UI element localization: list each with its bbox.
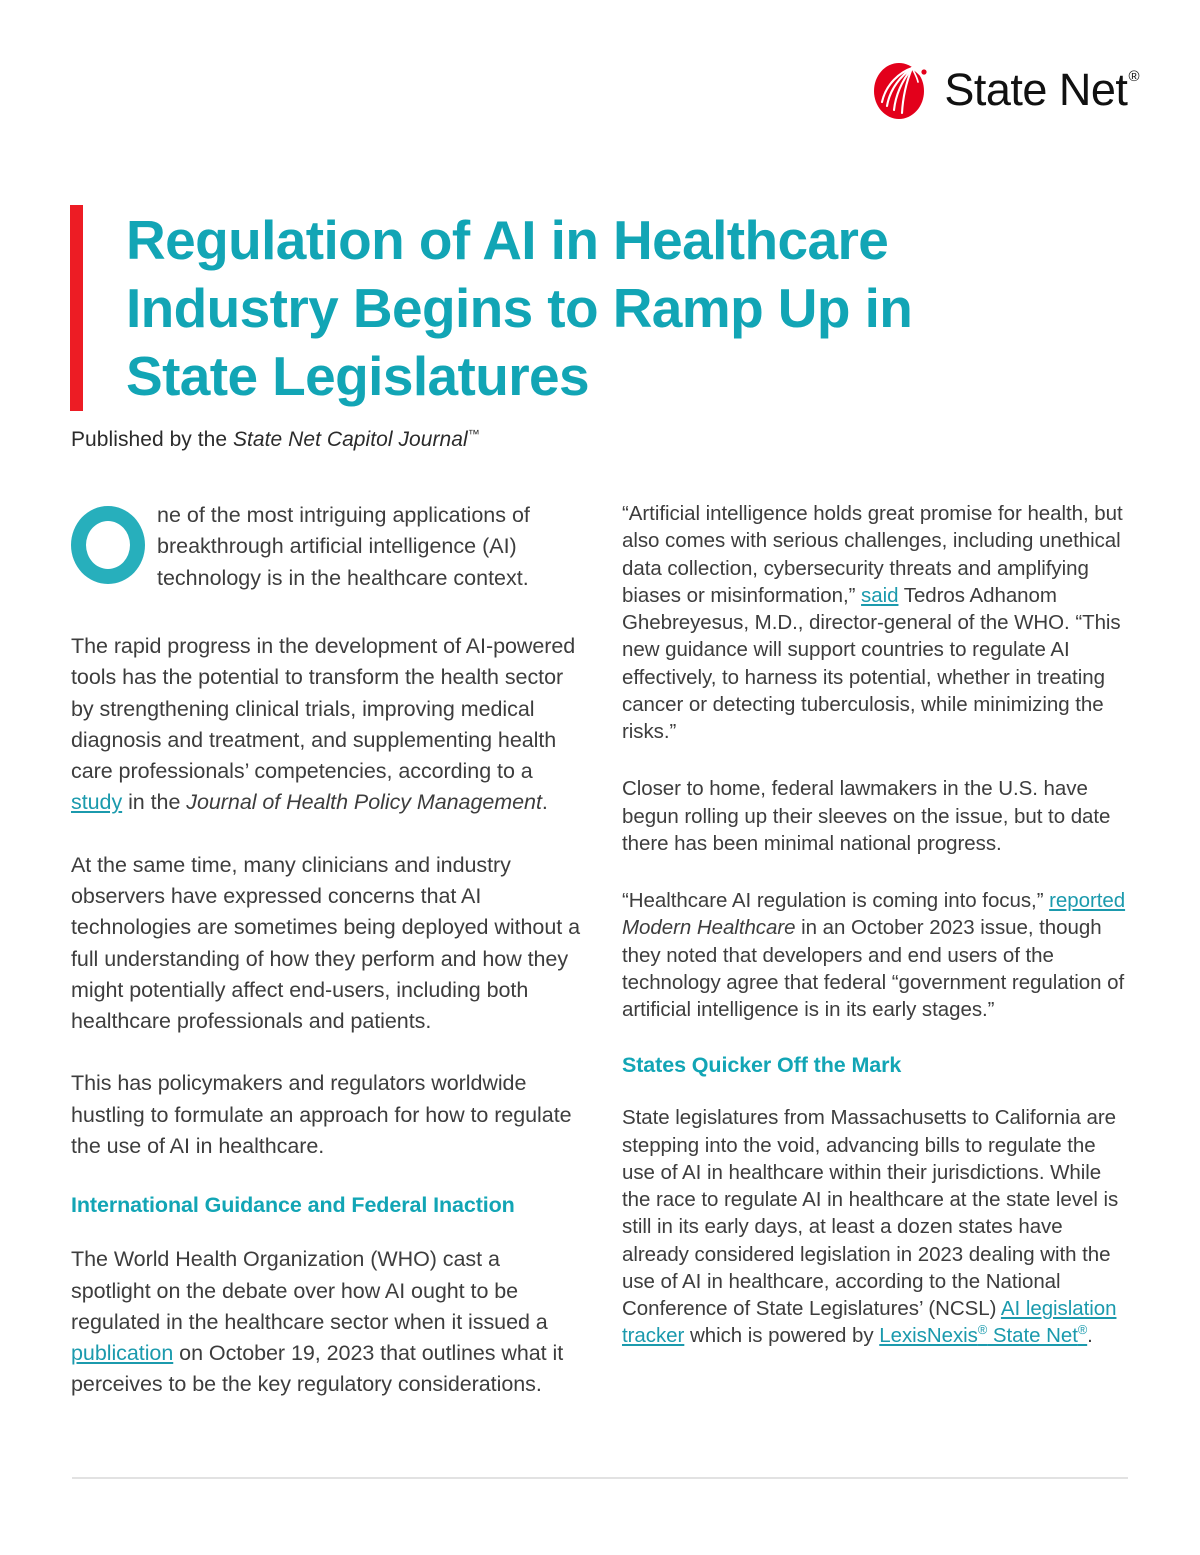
title-accent-bar	[70, 205, 83, 411]
lead-paragraph-block	[71, 500, 581, 600]
state-net-registered-mark: ®	[1077, 1322, 1088, 1338]
lexisnexis-registered-mark: ®	[977, 1322, 988, 1338]
subheading-states-quicker-off-the-mark: States Quicker Off the Mark	[622, 1053, 902, 1078]
drop-cap-letter-o	[71, 506, 145, 584]
registered-mark: ®	[1128, 67, 1139, 85]
left-column	[71, 500, 581, 1432]
reported-link[interactable]: reported	[1049, 889, 1126, 912]
left-paragraph-2	[71, 631, 581, 819]
byline-prefix: Published by the	[71, 428, 233, 451]
journal-title-italic: Journal of Health Policy Management	[186, 790, 542, 815]
left-paragraph-5	[71, 1244, 581, 1400]
brand-wordmark	[944, 63, 1139, 115]
lexisnexis-state-net-link[interactable]	[879, 1324, 1087, 1347]
said-link[interactable]: said	[861, 583, 899, 607]
study-link[interactable]: study	[71, 790, 123, 815]
title-block	[70, 205, 1000, 411]
left-paragraph-3: At the same time, many clinicians and industry observers have expressed concerns that AI technologies are sometimes being deployed without a full understanding of how they perform and how they might potentially affect end-users, including both healthcare professionals and patients.	[71, 852, 580, 1034]
right-p4-end: .	[1087, 1324, 1093, 1348]
left-p5-before-link: The World Health Organization (WHO) cast a spotlight on the debate over how AI ought to be regulated in the healthcare sector when it issued a	[71, 1247, 548, 1334]
lexisnexis-text: LexisNexis	[879, 1324, 978, 1348]
right-p4-middle: which is powered by	[684, 1324, 880, 1348]
footer-divider	[72, 1477, 1128, 1479]
byline-trademark: ™	[467, 427, 480, 441]
brand-name: State Net	[944, 63, 1128, 115]
right-p3-tail: in an October 2023 issue, though they noted that developers and end users of the technology agree that federal “government regulation of artificial intelligence is in its early stages.”	[622, 916, 1125, 1021]
right-p1-after-link: Tedros Adhanom Ghebreyesus, M.D., director-general of the WHO. “This new guidance will support countries to regulate AI effectively, to harness its potential, whether in treating cancer or detecting tuberculosis, while minimizing the risks.”	[622, 583, 1121, 743]
left-p5-after-link: on October 19, 2023 that outlines what it perceives to be the key regulatory considerations.	[71, 1341, 564, 1397]
modern-healthcare-italic: Modern Healthcare	[622, 916, 796, 940]
right-paragraph-1	[622, 500, 1132, 745]
page-title: Regulation of AI in Healthcare Industry Begins to Ramp Up in State Legislatures	[126, 209, 913, 408]
ai-legislation-tracker-link[interactable]: AI legislation tracker	[622, 1297, 1117, 1348]
subheading-international-guidance: International Guidance and Federal Inaction	[71, 1193, 515, 1218]
right-paragraph-3	[622, 887, 1132, 1023]
right-paragraph-4	[622, 1104, 1132, 1349]
state-net-sphere-logo-icon	[872, 58, 930, 120]
right-paragraph-2: Closer to home, federal lawmakers in the U.S. have begun rolling up their sleeves on the issue, but to date there has been minimal national progress.	[622, 777, 1111, 855]
left-p2-after-link: in the	[122, 790, 187, 815]
lead-paragraph-text: ne of the most intriguing applications of breakthrough artificial intelligence (AI) technology is in the healthcare context.	[157, 503, 530, 590]
right-p4-before-link: State legislatures from Massachusetts to California are stepping into the void, advancing bills to regulate the use of AI in healthcare within their jurisdictions. While the race to regulate AI in healthcare at the state level is still in its early days, at least a dozen states have already considered legislation in 2023 dealing with the use of AI in healthcare, according to the National Conference of State Legislatures’ (NCSL)	[622, 1106, 1119, 1320]
left-p2-before-link: The rapid progress in the development of AI-powered tools has the potential to transform the health sector by strengthening clinical trials, improving medical diagnosis and treatment, and supplementing health care professionals’ competencies, according to a	[71, 634, 576, 784]
state-net-text: State Net	[987, 1324, 1078, 1348]
article-columns	[71, 500, 1131, 1432]
byline-publication: State Net Capitol Journal	[232, 428, 468, 451]
left-paragraph-4: This has policymakers and regulators worldwide hustling to formulate an approach for how to regulate the use of AI in healthcare.	[71, 1071, 572, 1158]
byline	[71, 427, 480, 452]
brand-header	[872, 58, 1138, 120]
publication-link[interactable]: publication	[71, 1341, 174, 1366]
right-p3-before-link: “Healthcare AI regulation is coming into focus,”	[622, 889, 1050, 912]
right-p1-before-link: “Artificial intelligence holds great promise for health, but also comes with serious challenges, including unethical data collection, cybersecurity threats and amplifying biases or misinformation,”	[622, 502, 1123, 607]
left-p2-period: .	[541, 790, 548, 815]
right-column	[622, 500, 1132, 1432]
